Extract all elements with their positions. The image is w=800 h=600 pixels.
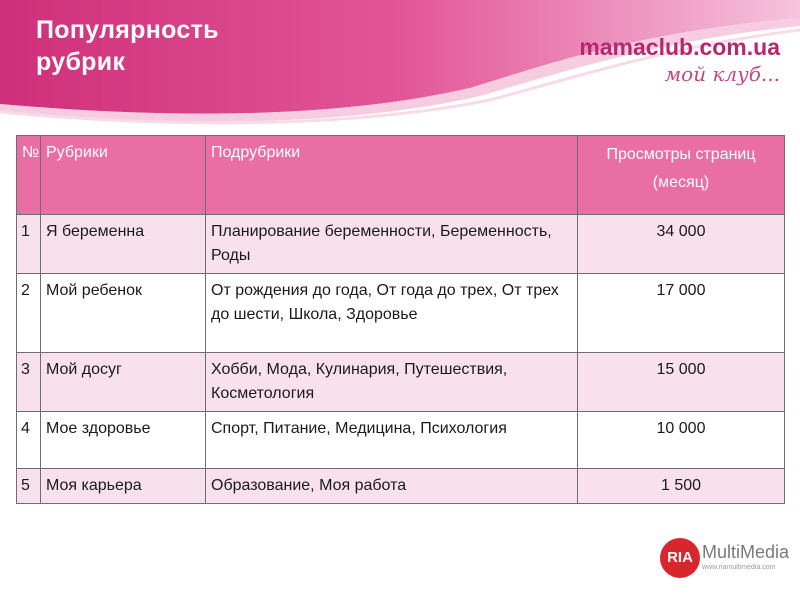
ria-multimedia-logo (660, 538, 790, 578)
table-header-row (17, 136, 785, 215)
column-header-number: № (17, 136, 41, 215)
brand-site-name: mamaclub.com.ua (579, 34, 780, 60)
brand-logo (579, 34, 780, 86)
column-header-rubric: Рубрики (41, 136, 206, 215)
row-number: 4 (17, 412, 41, 469)
ria-badge: RIA (660, 538, 700, 578)
row-rubric: Моя карьера (41, 469, 206, 504)
row-rubric: Мой досуг (41, 353, 206, 412)
column-header-page-views: Просмотры страниц (месяц) (578, 136, 785, 215)
row-page-views: 34 000 (578, 215, 785, 274)
row-subrubrics: Образование, Моя работа (206, 469, 578, 504)
row-rubric: Мое здоровье (41, 412, 206, 469)
row-number: 5 (17, 469, 41, 504)
row-number: 3 (17, 353, 41, 412)
row-page-views: 17 000 (578, 274, 785, 353)
row-number: 2 (17, 274, 41, 353)
table-row (17, 412, 785, 469)
row-subrubrics: От рождения до года, От года до трех, От трех до шести, Школа, Здоровье (206, 274, 578, 353)
brand-slogan: мой клуб... (664, 62, 780, 86)
table-row (17, 215, 785, 274)
column-header-subrubrics: Подрубрики (206, 136, 578, 215)
rubric-popularity-table (16, 135, 785, 504)
row-subrubrics: Спорт, Питание, Медицина, Психология (206, 412, 578, 469)
row-rubric: Я беременна (41, 215, 206, 274)
slide-title: Популярность рубрик (36, 16, 219, 76)
table-row (17, 469, 785, 504)
row-page-views: 10 000 (578, 412, 785, 469)
row-page-views: 1 500 (578, 469, 785, 504)
table-row (17, 353, 785, 412)
row-number: 1 (17, 215, 41, 274)
row-rubric: Мой ребенок (41, 274, 206, 353)
table-row (17, 274, 785, 353)
row-page-views: 15 000 (578, 353, 785, 412)
row-subrubrics: Планирование беременности, Беременность, Роды (206, 215, 578, 274)
ria-logo-name: MultiMedia (702, 542, 790, 562)
ria-logo-url: www.riamultimedia.com (702, 564, 776, 571)
row-subrubrics: Хобби, Мода, Кулинария, Путешествия, Косметология (206, 353, 578, 412)
